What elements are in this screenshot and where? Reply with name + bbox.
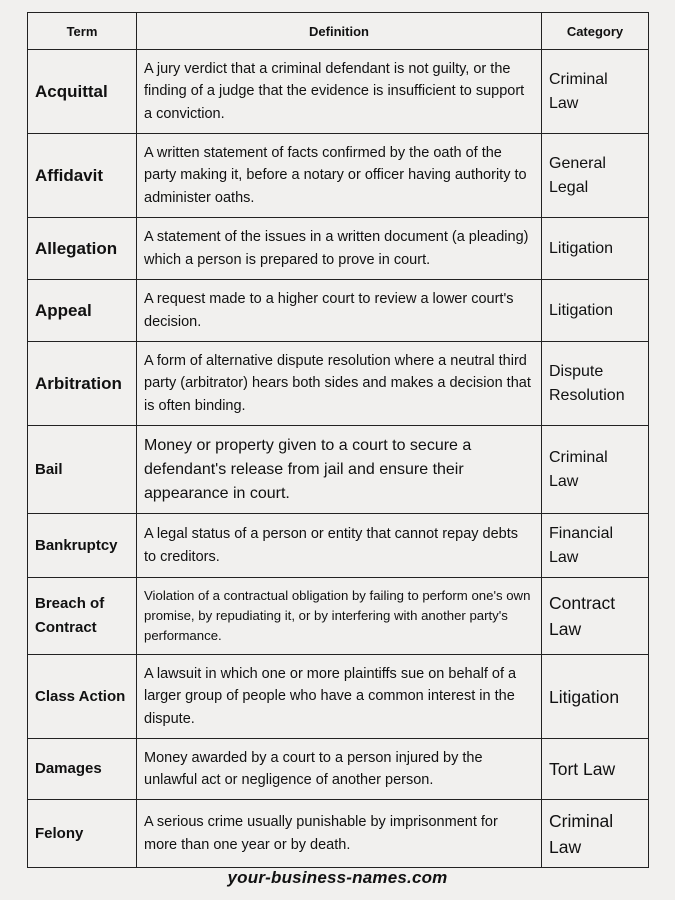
term-cell: Breach of Contract xyxy=(28,578,137,655)
table-row xyxy=(28,426,649,514)
term-cell: Allegation xyxy=(28,218,137,280)
term-cell: Appeal xyxy=(28,280,137,342)
header-definition: Definition xyxy=(137,13,542,50)
definition-cell: A legal status of a person or entity that cannot repay debts to creditors. xyxy=(137,514,542,578)
term-cell: Acquittal xyxy=(28,50,137,134)
table-row xyxy=(28,739,649,800)
definition-cell: A written statement of facts confirmed by the oath of the party making it, before a notary or officer having authority to administer oaths. xyxy=(137,134,542,218)
category-cell: Litigation xyxy=(542,280,649,342)
table-row xyxy=(28,514,649,578)
table-header-row xyxy=(28,13,649,50)
table-row xyxy=(28,280,649,342)
category-cell: Litigation xyxy=(542,655,649,739)
category-cell: Criminal Law xyxy=(542,50,649,134)
definition-cell: A lawsuit in which one or more plaintiffs sue on behalf of a larger group of people who have a common interest in the dispute. xyxy=(137,655,542,739)
header-category: Category xyxy=(542,13,649,50)
category-cell: General Legal xyxy=(542,134,649,218)
table-row xyxy=(28,800,649,868)
term-cell: Affidavit xyxy=(28,134,137,218)
category-cell: Litigation xyxy=(542,218,649,280)
term-cell: Class Action xyxy=(28,655,137,739)
table-row xyxy=(28,342,649,426)
definition-cell: A form of alternative dispute resolution where a neutral third party (arbitrator) hears both sides and makes a decision that is often binding. xyxy=(137,342,542,426)
category-cell: Criminal Law xyxy=(542,800,649,868)
definition-cell: A statement of the issues in a written document (a pleading) which a person is prepared to prove in court. xyxy=(137,218,542,280)
term-cell: Bail xyxy=(28,426,137,514)
category-cell: Contract Law xyxy=(542,578,649,655)
header-term: Term xyxy=(28,13,137,50)
definition-cell: Money or property given to a court to secure a defendant's release from jail and ensure their appearance in court. xyxy=(137,426,542,514)
term-cell: Bankruptcy xyxy=(28,514,137,578)
definition-cell: A serious crime usually punishable by imprisonment for more than one year or by death. xyxy=(137,800,542,868)
category-cell: Tort Law xyxy=(542,739,649,800)
glossary-table xyxy=(27,12,649,868)
term-cell: Damages xyxy=(28,739,137,800)
definition-cell: A jury verdict that a criminal defendant is not guilty, or the finding of a judge that the evidence is insufficient to support a conviction. xyxy=(137,50,542,134)
category-cell: Dispute Resolution xyxy=(542,342,649,426)
definition-cell: Money awarded by a court to a person injured by the unlawful act or negligence of another person. xyxy=(137,739,542,800)
category-cell: Criminal Law xyxy=(542,426,649,514)
term-cell: Arbitration xyxy=(28,342,137,426)
definition-cell: A request made to a higher court to review a lower court's decision. xyxy=(137,280,542,342)
table-row xyxy=(28,655,649,739)
table-row xyxy=(28,50,649,134)
definition-cell: Violation of a contractual obligation by failing to perform one's own promise, by repudiating it, or by interfering with another party's performance. xyxy=(137,578,542,655)
table-row xyxy=(28,134,649,218)
table-row xyxy=(28,578,649,655)
category-cell: Financial Law xyxy=(542,514,649,578)
footer-site-name: your-business-names.com xyxy=(227,868,448,887)
term-cell: Felony xyxy=(28,800,137,868)
table-row xyxy=(28,218,649,280)
